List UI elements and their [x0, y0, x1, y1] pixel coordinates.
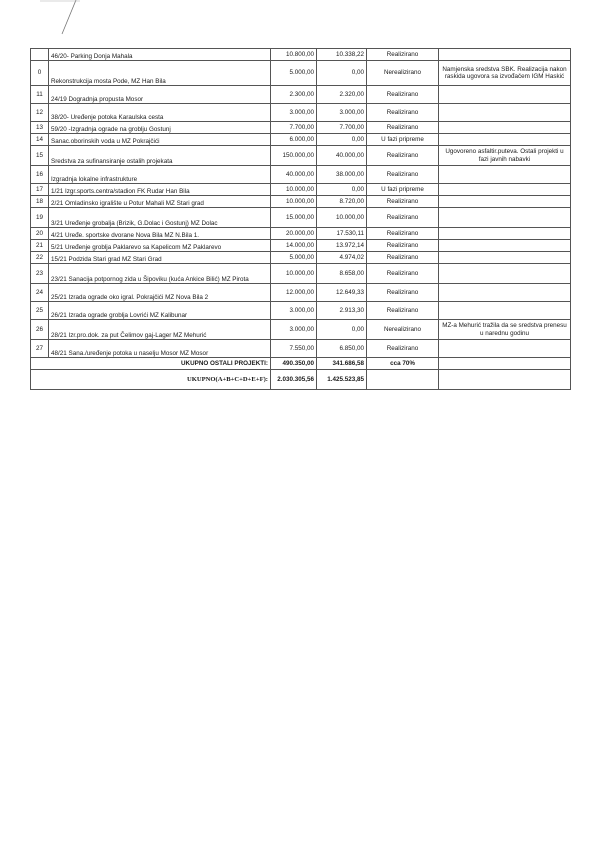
cell-note [439, 134, 571, 146]
cell-status: Realizirano [367, 264, 439, 284]
cell-spent: 8.720,00 [317, 196, 367, 208]
cell-planned: 40.000,00 [271, 166, 317, 184]
cell-spent: 6.850,00 [317, 340, 367, 358]
cell-spent: 8.658,00 [317, 264, 367, 284]
cell-desc: 46/20- Parking Donja Mahala [49, 49, 271, 61]
cell-status: U fazi pripreme [367, 184, 439, 196]
cell-note [439, 196, 571, 208]
table-row [31, 264, 571, 284]
cell-spent: 10.338,22 [317, 49, 367, 61]
cell-no: 14 [31, 134, 49, 146]
cell-status: Realizirano [367, 340, 439, 358]
total-empty-status [367, 370, 439, 390]
cell-planned: 7.550,00 [271, 340, 317, 358]
cell-note [439, 166, 571, 184]
table-row [31, 49, 571, 61]
table-row [31, 302, 571, 320]
table-row [31, 240, 571, 252]
cell-status: Realizirano [367, 104, 439, 122]
cell-planned: 5.000,00 [271, 61, 317, 86]
cell-no: 26 [31, 320, 49, 340]
cell-spent: 4.974,02 [317, 252, 367, 264]
cell-status: Realizirano [367, 240, 439, 252]
cell-note [439, 184, 571, 196]
cell-status: Realizirano [367, 49, 439, 61]
cell-desc: 2/21 Omladinsko igralište u Potur Mahali MZ Stari grad [49, 196, 271, 208]
subtotal-label: UKUPNO OSTALI PROJEKTI: [31, 358, 271, 370]
table-row [31, 196, 571, 208]
subtotal-percent: cca 70% [367, 358, 439, 370]
cell-no: 18 [31, 196, 49, 208]
cell-spent: 10.000,00 [317, 208, 367, 228]
cell-spent: 17.530,11 [317, 228, 367, 240]
cell-note [439, 86, 571, 104]
cell-desc: 5/21 Uređenje groblja Paklarevo sa Kapelicom MZ Paklarevo [49, 240, 271, 252]
table-row [31, 104, 571, 122]
table-row [31, 208, 571, 228]
cell-no: 22 [31, 252, 49, 264]
total-row [31, 370, 571, 390]
cell-note [439, 228, 571, 240]
cell-no: 27 [31, 340, 49, 358]
cell-status: Realizirano [367, 228, 439, 240]
cell-status: U fazi pripreme [367, 134, 439, 146]
cell-no: 21 [31, 240, 49, 252]
total-spent: 1.425.523,85 [317, 370, 367, 390]
cell-desc: 4/21 Uređe. sportske dvorane Nova Bila MZ N.Bila 1. [49, 228, 271, 240]
total-empty-note [439, 370, 571, 390]
cell-planned: 5.000,00 [271, 252, 317, 264]
cell-spent: 38.000,00 [317, 166, 367, 184]
cell-planned: 10.000,00 [271, 184, 317, 196]
cell-note [439, 240, 571, 252]
cell-no [31, 49, 49, 61]
cell-planned: 3.000,00 [271, 104, 317, 122]
cell-note [439, 302, 571, 320]
cell-no: 23 [31, 264, 49, 284]
cell-planned: 10.000,00 [271, 264, 317, 284]
scan-artifact-line [40, 0, 80, 50]
cell-spent: 13.972,14 [317, 240, 367, 252]
cell-desc: 59/20 -Izgradnja ograde na groblju Gostunj [49, 122, 271, 134]
cell-spent: 0,00 [317, 61, 367, 86]
cell-desc: 24/19 Dogradnja propusta Mosor [49, 86, 271, 104]
cell-no: 20 [31, 228, 49, 240]
cell-spent: 7.700,00 [317, 122, 367, 134]
cell-no: 15 [31, 146, 49, 166]
cell-desc: Izgradnja lokalne infrastrukture [49, 166, 271, 184]
cell-desc: 38/20- Uređenje potoka Karaulska cesta [49, 104, 271, 122]
cell-status: Realizirano [367, 122, 439, 134]
cell-status: Realizirano [367, 302, 439, 320]
cell-desc: 23/21 Sanacija potpornog zida u Šipoviku (kuća Ankice Bilić) MZ Pirota [49, 264, 271, 284]
cell-no: 16 [31, 166, 49, 184]
cell-note [439, 284, 571, 302]
table-row [31, 61, 571, 86]
cell-planned: 3.000,00 [271, 302, 317, 320]
cell-planned: 10.000,00 [271, 196, 317, 208]
cell-desc: 48/21 Sana./uređenje potoka u naselju Mosor MZ Mosor [49, 340, 271, 358]
cell-desc: Rekonstrukcija mosta Pode, MZ Han Bila [49, 61, 271, 86]
cell-planned: 15.000,00 [271, 208, 317, 228]
table-row [31, 252, 571, 264]
cell-note: Ugovoreno asfaltir.puteva. Ostali projekti u fazi javnih nabavki [439, 146, 571, 166]
cell-spent: 0,00 [317, 320, 367, 340]
projects-table-body [31, 49, 571, 358]
cell-spent: 12.649,33 [317, 284, 367, 302]
table-row [31, 228, 571, 240]
cell-planned: 150.000,00 [271, 146, 317, 166]
cell-note [439, 340, 571, 358]
table-row [31, 166, 571, 184]
total-label: UKUPNO(A+B+C+D+E+F): [31, 370, 271, 390]
table-row [31, 340, 571, 358]
cell-note [439, 104, 571, 122]
cell-spent: 0,00 [317, 184, 367, 196]
cell-desc: 1/21 Izgr.sports.centra/stadion FK Rudar Han Bila [49, 184, 271, 196]
cell-note [439, 208, 571, 228]
cell-planned: 2.300,00 [271, 86, 317, 104]
cell-planned: 20.000,00 [271, 228, 317, 240]
projects-table [30, 48, 571, 390]
cell-no: 17 [31, 184, 49, 196]
cell-status: Nerealizirano [367, 320, 439, 340]
subtotal-planned: 490.350,00 [271, 358, 317, 370]
cell-spent: 2.320,00 [317, 86, 367, 104]
cell-planned: 7.700,00 [271, 122, 317, 134]
cell-planned: 3.000,00 [271, 320, 317, 340]
cell-no: 0 [31, 61, 49, 86]
cell-status: Realizirano [367, 86, 439, 104]
cell-desc: 15/21 Podzida Stari grad MZ Stari Grad [49, 252, 271, 264]
cell-spent: 0,00 [317, 134, 367, 146]
table-row [31, 134, 571, 146]
cell-note: Namjenska sredstva SBK. Realizacija nakon raskida ugovora sa izvođačem IGM Haskić [439, 61, 571, 86]
cell-status: Realizirano [367, 208, 439, 228]
total-planned: 2.030.305,56 [271, 370, 317, 390]
cell-no: 25 [31, 302, 49, 320]
cell-status: Realizirano [367, 252, 439, 264]
cell-status: Realizirano [367, 166, 439, 184]
cell-planned: 6.000,00 [271, 134, 317, 146]
cell-no: 19 [31, 208, 49, 228]
cell-note [439, 252, 571, 264]
table-row [31, 122, 571, 134]
cell-note [439, 264, 571, 284]
cell-planned: 12.000,00 [271, 284, 317, 302]
cell-status: Realizirano [367, 284, 439, 302]
cell-desc: 28/21 Izr.pro.dok. za put Čelimov gaj-Lager MZ Mehurić [49, 320, 271, 340]
table-row [31, 146, 571, 166]
cell-spent: 2.913,30 [317, 302, 367, 320]
cell-no: 11 [31, 86, 49, 104]
table-row [31, 86, 571, 104]
subtotal-row [31, 358, 571, 370]
cell-no: 24 [31, 284, 49, 302]
cell-no: 12 [31, 104, 49, 122]
cell-no: 13 [31, 122, 49, 134]
table-row [31, 184, 571, 196]
cell-note: MZ-a Mehurić tražila da se sredstva prenesu u narednu godinu [439, 320, 571, 340]
cell-desc: 25/21 Izrada ograde oko igral. Pokrajčići MZ Nova Bila 2 [49, 284, 271, 302]
cell-desc: 3/21 Uređenje grobalja (Brizik, G.Dolac i Gostunj) MZ Dolac [49, 208, 271, 228]
cell-spent: 3.000,00 [317, 104, 367, 122]
subtotal-spent: 341.686,58 [317, 358, 367, 370]
cell-note [439, 122, 571, 134]
table-row [31, 284, 571, 302]
cell-status: Realizirano [367, 146, 439, 166]
cell-desc: Sanac.oborinskih voda u MZ Pokrajčići [49, 134, 271, 146]
cell-note [439, 49, 571, 61]
cell-spent: 40.000,00 [317, 146, 367, 166]
cell-planned: 14.000,00 [271, 240, 317, 252]
cell-desc: 26/21 Izrada ograde groblja Lovrići MZ Kalibunar [49, 302, 271, 320]
table-row [31, 320, 571, 340]
subtotal-empty [439, 358, 571, 370]
cell-status: Realizirano [367, 196, 439, 208]
cell-planned: 10.800,00 [271, 49, 317, 61]
cell-status: Nerealizirano [367, 61, 439, 86]
cell-desc: Sredstva za sufinansiranje ostalih projekata [49, 146, 271, 166]
